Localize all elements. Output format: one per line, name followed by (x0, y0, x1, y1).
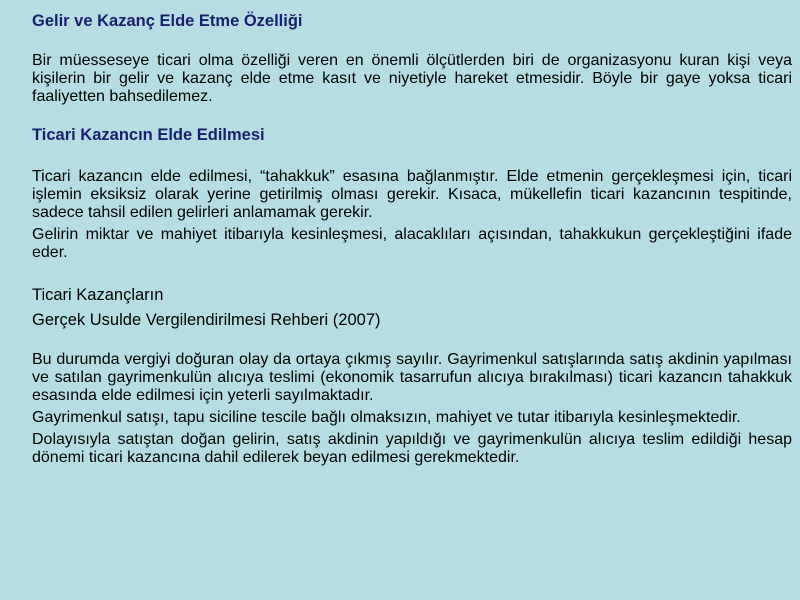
paragraph-commercial-intent: Bir müesseseye ticari olma özelliği veren en önemli ölçütlerden biri de organizasyonu kuran kişi veya kişilerin bir gelir ve kazanç elde etme kasıt ve niyetiyle hareket etmesidir. Böyle bir gaye yoksa ticari faaliyetten bahsedilemez. (32, 52, 792, 105)
paragraph-accrual-basis: Ticari kazancın elde edilmesi, “tahakkuk” esasına bağlanmıştır. Elde etmenin gerçekleşmesi için, ticari işlemin eksiksiz olarak yerine getirilmiş olması gerekir. Kısaca, mükellefin ticari kazancının tespitinde, sadece tahsil edilen gelirleri anlamamak gerekir. (32, 168, 792, 221)
source-line-2: Gerçek Usulde Vergilendirilmesi Rehberi (2007) (32, 311, 381, 329)
source-line-1: Ticari Kazançların (32, 286, 164, 304)
section-heading-income: Gelir ve Kazanç Elde Etme Özelliği (32, 12, 303, 30)
paragraph-income-certainty: Gelirin miktar ve mahiyet itibarıyla kesinleşmesi, alacaklıları açısından, tahakkukun gerçekleştiğini ifade eder. (32, 226, 792, 261)
paragraph-real-estate-sale: Gayrimenkul satışı, tapu siciline tescile bağlı olmaksızın, mahiyet ve tutar itibarıyla kesinleşmektedir. (32, 409, 741, 426)
paragraph-declaration: Dolayısıyla satıştan doğan gelirin, satış akdinin yapıldığı ve gayrimenkulün alıcıya teslim edildiği hesap dönemi ticari kazancına dahil edilerek beyan edilmesi gerekmektedir. (32, 431, 792, 466)
section-heading-earning: Ticari Kazancın Elde Edilmesi (32, 126, 265, 144)
paragraph-taxable-event: Bu durumda vergiyi doğuran olay da ortaya çıkmış sayılır. Gayrimenkul satışlarında satış akdinin yapılması ve satılan gayrimenkulün alıcıya teslimi (ekonomik tasarrufun alıcıya bırakılması) ticari kazancın tahakkuk esasında elde edilmesi için yeterli sayılmaktadır. (32, 351, 792, 404)
